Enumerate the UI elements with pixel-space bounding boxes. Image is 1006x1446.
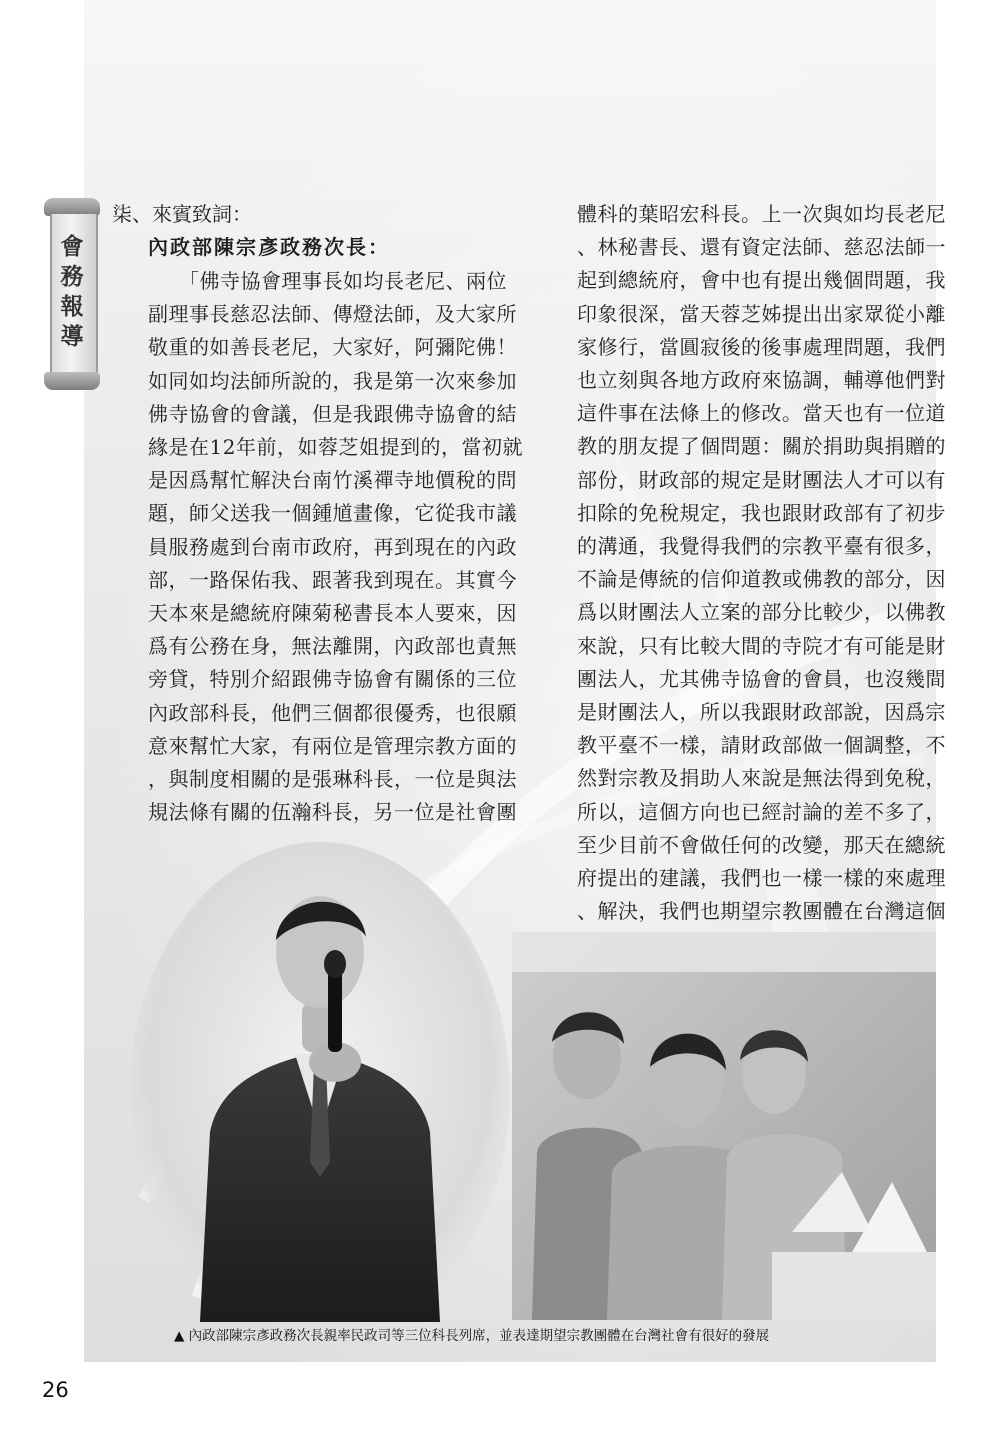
section-tab-char: 會: [60, 234, 84, 260]
text-line: 員服務處到台南市政府，再到現在的內政: [148, 534, 517, 559]
text-line: 旁貸，特別介紹跟佛寺協會有關係的三位: [148, 667, 517, 692]
page-number: 26: [42, 1378, 69, 1402]
text-line: 如同如均法師所說的，我是第一次來參加: [148, 368, 517, 393]
text-line: 爲以財團法人立案的部分比較少，以佛教: [577, 600, 946, 625]
text-line: 天本來是總統府陳菊秘書長本人要來，因: [148, 601, 517, 626]
text-line: 至少目前不會做任何的改變，那天在總統: [577, 832, 946, 857]
text-line: 爲有公務在身，無法離開，內政部也責無: [148, 634, 517, 659]
text-line: 、解決，我們也期望宗教團體在台灣這個: [577, 899, 946, 924]
photo-caption: ▲ 內政部陳宗彥政務次長親率民政司等三位科長列席，並表達期望宗教團體在台灣社會有很好的發展: [174, 1328, 770, 1344]
text-line: 題，師父送我一個鍾馗畫像，它從我市議: [148, 501, 517, 526]
section-heading: 柒、來賓致詞：: [112, 202, 252, 226]
text-line: 團法人，尤其佛寺協會的會員，也沒幾間: [577, 666, 946, 691]
section-tab-char: 報: [60, 294, 84, 320]
text-line: 副理事長慈忍法師、傳燈法師，及大家所: [148, 302, 517, 327]
speaker-heading: 內政部陳宗彥政務次長：: [148, 235, 390, 259]
section-tab-bottom-scroll: [44, 372, 100, 390]
text-line: 意來幫忙大家，有兩位是管理宗教方面的: [148, 733, 517, 758]
text-line: 部，一路保佑我、跟著我到現在。其實今: [148, 567, 517, 592]
text-line: 家修行，當圓寂後的後事處理問題，我們: [577, 334, 946, 359]
text-line: 內政部科長，他們三個都很優秀，也很願: [148, 700, 517, 725]
text-line: 印象很深，當天蓉芝姊提出出家眾從小離: [577, 301, 946, 326]
speaker-photo: [130, 832, 512, 1322]
text-line: 規法條有關的伍瀚科長，另一位是社會團: [148, 800, 517, 825]
section-tab: [42, 196, 102, 392]
text-line: 府提出的建議，我們也一樣一樣的來處理: [577, 866, 946, 891]
left-text-column: [148, 265, 523, 829]
text-line: 佛寺協會的會議，但是我跟佛寺協會的結: [148, 401, 517, 426]
text-line: 部份，財政部的規定是財團法人才可以有: [577, 467, 946, 492]
right-text-column: [577, 198, 946, 928]
text-line: 這件事在法條上的修改。當天也有一位道: [577, 401, 946, 426]
text-line: 也立刻與各地方政府來協調，輔導他們對: [577, 368, 946, 393]
text-line: ，與制度相關的是張琳科長，一位是與法: [148, 767, 517, 792]
text-line: 、林秘書長、還有資定法師、慈忍法師一: [577, 235, 946, 260]
text-line: 是財團法人，所以我跟財政部說，因爲宗: [577, 700, 946, 725]
text-line: 然對宗教及捐助人來說是無法得到免稅，: [577, 766, 946, 791]
section-tab-char: 務: [60, 264, 84, 290]
audience-photo: [512, 932, 936, 1320]
text-line: 所以，這個方向也已經討論的差不多了，: [577, 799, 946, 824]
text-line: 緣是在12年前，如蓉芝姐提到的，當初就: [148, 435, 523, 460]
text-line: 教平臺不一樣，請財政部做一個調整，不: [577, 733, 946, 758]
text-line: 體科的葉昭宏科長。上一次與如均長老尼: [577, 202, 946, 226]
section-tab-char: 導: [60, 324, 84, 350]
text-line: 敬重的如善長老尼，大家好，阿彌陀佛！: [148, 335, 517, 360]
text-line: 「佛寺協會理事長如均長老尼、兩位: [148, 269, 507, 293]
text-line: 教的朋友提了個問題：關於捐助與捐贈的: [577, 434, 946, 459]
text-line: 不論是傳統的信仰道教或佛教的部分，因: [577, 567, 946, 592]
text-line: 是因爲幫忙解決台南竹溪禪寺地價稅的問: [148, 468, 517, 493]
text-line: 扣除的免稅規定，我也跟財政部有了初步: [577, 500, 946, 525]
text-line: 的溝通，我覺得我們的宗教平臺有很多，: [577, 534, 946, 559]
section-tab-label: [50, 232, 94, 352]
text-line: 起到總統府，會中也有提出幾個問題，我: [577, 268, 946, 293]
text-line: 來說，只有比較大間的寺院才有可能是財: [577, 633, 946, 658]
